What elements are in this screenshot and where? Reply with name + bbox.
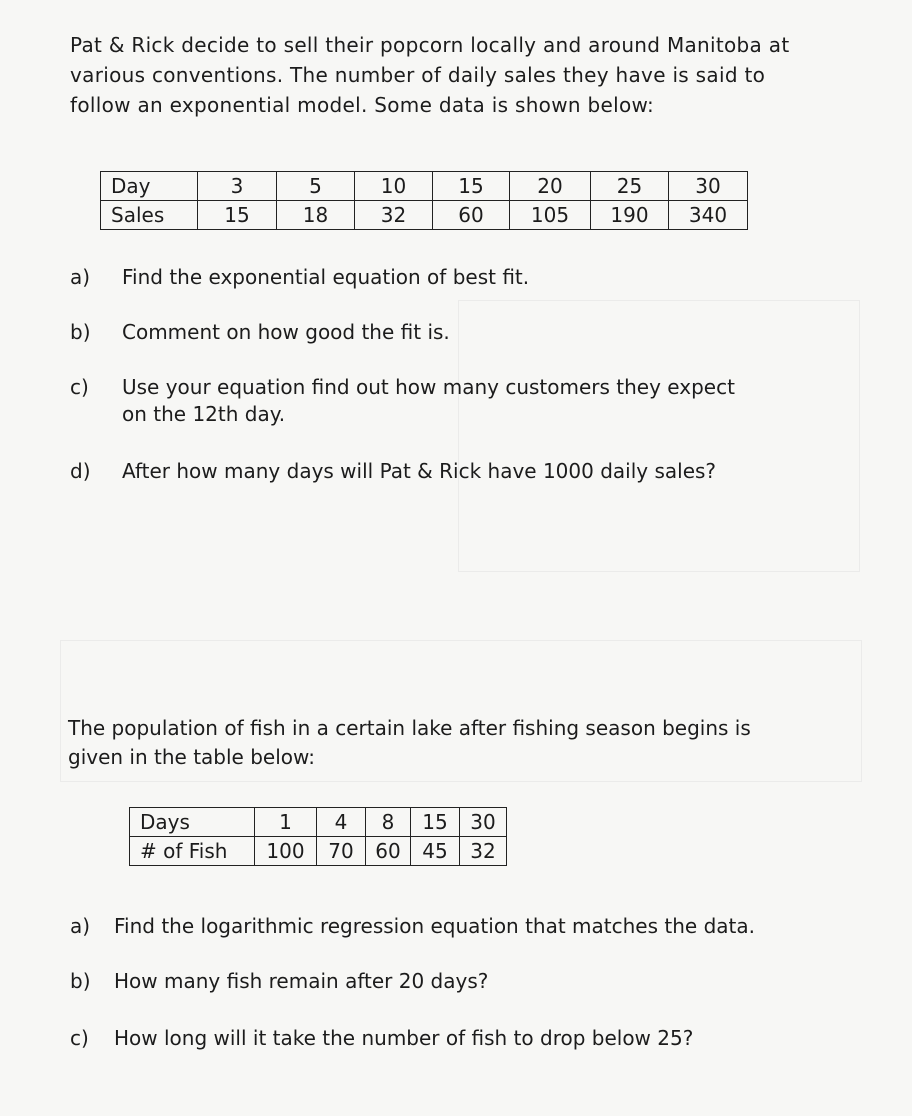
fish-data-table: [129, 807, 507, 866]
question-1c: [70, 374, 870, 430]
sales-cell: 105: [510, 201, 591, 230]
days-cell: 15: [411, 808, 460, 837]
question-1a: [70, 264, 870, 294]
row-header-fish: # of Fish: [130, 837, 255, 866]
problem2-intro: [68, 714, 878, 772]
problem1-intro: [70, 30, 890, 120]
fish-cell: 100: [255, 837, 317, 866]
table-row-days: [130, 808, 507, 837]
fish-cell: 45: [411, 837, 460, 866]
question-letter: c): [70, 375, 89, 399]
fish-cell: 70: [317, 837, 366, 866]
question-text: Find the exponential equation of best fit.: [122, 265, 530, 289]
fish-cell: 32: [460, 837, 507, 866]
fish-cell: 60: [366, 837, 411, 866]
question-text: Find the logarithmic regression equation that matches the data.: [114, 914, 755, 938]
question-2a: [70, 913, 890, 943]
day-cell: 20: [510, 172, 591, 201]
days-cell: 8: [366, 808, 411, 837]
sales-cell: 15: [198, 201, 277, 230]
sales-cell: 18: [277, 201, 355, 230]
question-text: How many fish remain after 20 days?: [114, 969, 489, 993]
question-letter: b): [70, 969, 91, 993]
days-cell: 4: [317, 808, 366, 837]
question-1d: [70, 458, 870, 488]
question-letter: d): [70, 459, 91, 483]
day-cell: 5: [277, 172, 355, 201]
sales-cell: 190: [591, 201, 669, 230]
question-text: After how many days will Pat & Rick have 1000 daily sales?: [122, 459, 717, 483]
table-row-sales: [101, 201, 748, 230]
question-letter: c): [70, 1026, 89, 1050]
row-header-days: Days: [130, 808, 255, 837]
question-text-continued: on the 12th day.: [122, 402, 286, 426]
row-header-sales: Sales: [101, 201, 198, 230]
row-header-day: Day: [101, 172, 198, 201]
days-cell: 30: [460, 808, 507, 837]
sales-cell: 340: [669, 201, 748, 230]
sales-data-table: [100, 171, 748, 230]
question-text: How long will it take the number of fish to drop below 25?: [114, 1026, 694, 1050]
question-2b: [70, 968, 890, 998]
table-row-day: [101, 172, 748, 201]
day-cell: 10: [355, 172, 433, 201]
problem1-intro-line: follow an exponential model. Some data is shown below:: [70, 93, 655, 117]
table-row-fish: [130, 837, 507, 866]
question-text: Use your equation find out how many customers they expect: [122, 375, 735, 399]
problem2-intro-line: given in the table below:: [68, 745, 316, 769]
sales-cell: 60: [433, 201, 510, 230]
problem1-intro-line: various conventions. The number of daily sales they have is said to: [70, 63, 766, 87]
day-cell: 3: [198, 172, 277, 201]
question-letter: a): [70, 265, 91, 289]
day-cell: 15: [433, 172, 510, 201]
day-cell: 30: [669, 172, 748, 201]
day-cell: 25: [591, 172, 669, 201]
question-1b: [70, 319, 870, 349]
question-text: Comment on how good the fit is.: [122, 320, 450, 344]
problem1-intro-line: Pat & Rick decide to sell their popcorn locally and around Manitoba at: [70, 33, 790, 57]
days-cell: 1: [255, 808, 317, 837]
question-letter: b): [70, 320, 91, 344]
question-2c: [70, 1025, 890, 1055]
question-letter: a): [70, 914, 91, 938]
problem2-intro-line: The population of fish in a certain lake after fishing season begins is: [68, 716, 751, 740]
sales-cell: 32: [355, 201, 433, 230]
